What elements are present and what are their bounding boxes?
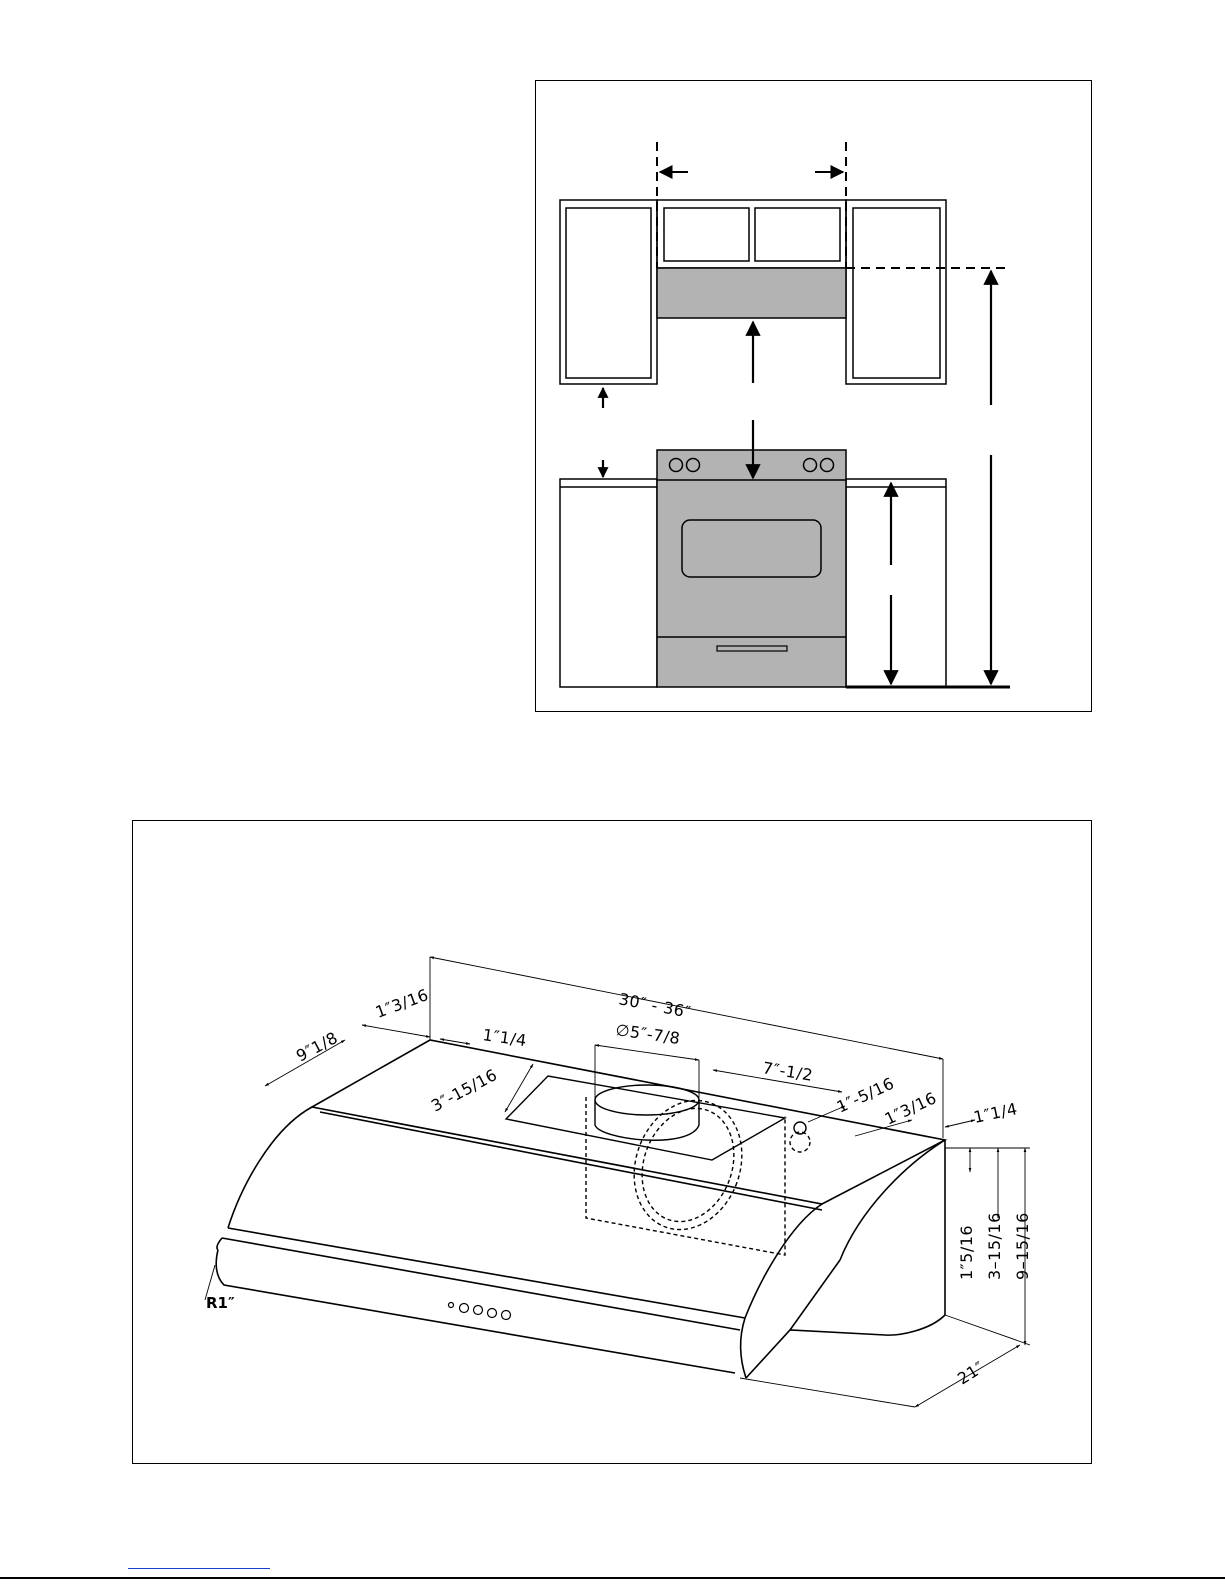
height-total-label: 9–15/16 — [1013, 1212, 1032, 1280]
button-icon — [488, 1309, 497, 1318]
button-icon — [460, 1304, 469, 1313]
duct-to-side-label: 7″-1/2 — [761, 1058, 815, 1085]
right-flange-c-label: 1″1/4 — [971, 1099, 1020, 1127]
duct-front-label: 3″-15/16 — [427, 1064, 501, 1116]
corner-radius-label: R1″ — [206, 1294, 235, 1312]
height-mid-label: 3–15/16 — [985, 1212, 1004, 1280]
left-flange-label: 1″1/4 — [481, 1025, 529, 1051]
depth-label: 21″ — [954, 1357, 988, 1389]
indicator-icon — [449, 1303, 454, 1308]
duct-collar — [506, 1076, 810, 1255]
control-buttons — [449, 1303, 511, 1320]
page-bottom-rule — [0, 1577, 1225, 1579]
button-icon — [474, 1306, 483, 1315]
duct-diameter-label: ∅5″-7/8 — [614, 1020, 682, 1049]
left-depth-label: 9″1/8 — [292, 1027, 342, 1066]
right-flange-b-label: 1″3/16 — [881, 1088, 940, 1129]
top-left-offset-label: 1″3/16 — [372, 985, 432, 1022]
button-icon — [502, 1311, 511, 1320]
height-small-label: 1″5/16 — [957, 1224, 976, 1280]
right-flange-a-label: 1″-5/16 — [833, 1073, 898, 1117]
footer-link-underline[interactable] — [128, 1568, 270, 1569]
overall-width-label: 30″ - 36″ — [617, 989, 693, 1022]
